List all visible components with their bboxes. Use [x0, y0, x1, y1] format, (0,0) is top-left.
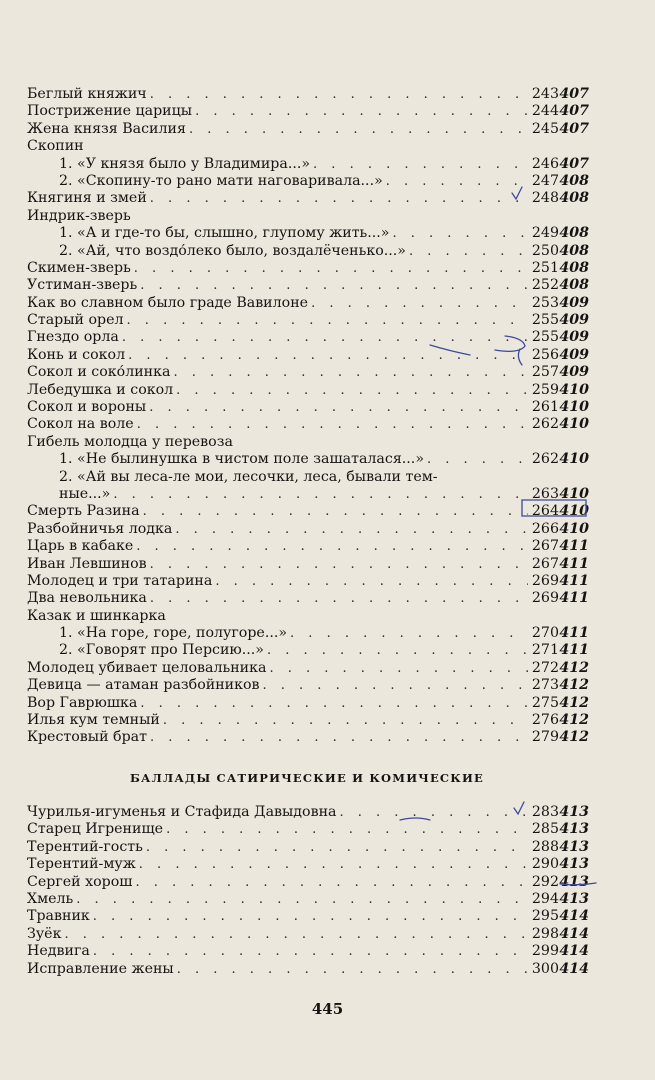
- toc-text-page: 272: [531, 659, 559, 676]
- dot-leader: [134, 260, 528, 277]
- toc-entry: [27, 243, 589, 260]
- toc-notes-page: 413: [559, 821, 589, 838]
- dot-leader: [427, 451, 528, 468]
- dot-leader: [150, 590, 528, 607]
- dot-leader: [122, 329, 528, 346]
- toc-notes-page: 410: [559, 416, 589, 433]
- toc-notes-page: 413: [559, 838, 589, 855]
- toc-notes-page: 414: [559, 908, 589, 925]
- toc-entry: [27, 643, 589, 660]
- toc-notes-page: 408: [559, 259, 589, 276]
- toc-notes-page: 409: [559, 364, 589, 381]
- section-title: БАЛЛАДЫ САТИРИЧЕСКИЕ И КОМИЧЕСКИЕ: [130, 771, 484, 785]
- toc-text-page: 264: [531, 503, 559, 520]
- toc-entry-title: Илья кум темный: [27, 712, 160, 729]
- toc-entry: [27, 573, 589, 590]
- toc-text-page: 263: [531, 485, 559, 502]
- toc-entry: [27, 908, 589, 925]
- toc-notes-page: 410: [559, 503, 589, 520]
- toc-text-page: 257: [531, 364, 559, 381]
- toc-text-page: 248: [531, 190, 559, 207]
- toc-entry-title: 2. «Ай, что воздо́леко было, воздалёченько...»: [59, 242, 406, 259]
- toc-entry: [27, 961, 589, 978]
- toc-text-page: 299: [531, 943, 559, 960]
- toc-entry-title: 2. «Скопину-то рано мати наговаривала...»: [59, 172, 383, 189]
- dot-leader: [139, 856, 528, 873]
- toc-entry: [27, 86, 589, 103]
- toc-notes-page: 410: [559, 451, 589, 468]
- dot-leader: [393, 225, 529, 242]
- toc-entry: [27, 382, 589, 399]
- toc-entry: [27, 312, 589, 329]
- toc-text-page: 269: [531, 572, 559, 589]
- toc-entry-title: Гибель молодца у перевоза: [27, 433, 233, 450]
- toc-entry-title: Сокол на воле: [27, 416, 134, 433]
- toc-notes-page: 413: [559, 856, 589, 873]
- toc-entry: [27, 503, 589, 520]
- toc-notes-page: 414: [559, 943, 589, 960]
- toc-entry-title: Вор Гаврюшка: [27, 694, 138, 711]
- dot-leader: [195, 103, 528, 120]
- dot-leader: [290, 625, 528, 642]
- toc-entry: [27, 695, 589, 712]
- toc-entry-title: Старый орел: [27, 312, 124, 329]
- toc-entry: [27, 729, 589, 746]
- toc-notes-page: 410: [559, 520, 589, 537]
- toc-entry: [27, 590, 589, 607]
- toc-entry-title: Смерть Разина: [27, 503, 140, 520]
- toc-heading: [27, 608, 589, 625]
- toc-entry-title: Жена князя Василия: [27, 120, 186, 137]
- toc-entry-title: Казак и шинкарка: [27, 607, 166, 624]
- toc-entry: [27, 660, 589, 677]
- toc-entry: [27, 821, 589, 838]
- dot-leader: [127, 312, 528, 329]
- toc-entry-title: Молодец и три татарина: [27, 572, 213, 589]
- toc-heading: [27, 434, 589, 451]
- toc-text-page: 252: [531, 277, 559, 294]
- toc-text-page: 285: [531, 821, 559, 838]
- dot-leader: [146, 839, 528, 856]
- toc-notes-page: 409: [559, 294, 589, 311]
- dot-leader: [64, 926, 528, 943]
- toc-notes-page: 411: [559, 642, 589, 659]
- toc-entry: [27, 804, 589, 821]
- toc-text-page: 253: [531, 294, 559, 311]
- dot-leader: [269, 660, 528, 677]
- toc-entry-title: Скимен-зверь: [27, 259, 131, 276]
- toc-notes-page: 410: [559, 381, 589, 398]
- toc-notes-page: 413: [559, 873, 589, 890]
- toc-entry: [27, 121, 589, 138]
- toc-entry-title: Девица — атаман разбойников: [27, 677, 260, 694]
- toc-notes-page: 411: [559, 555, 589, 572]
- toc-entry: [27, 260, 589, 277]
- toc-entry-title: Старец Игренище: [27, 821, 164, 838]
- toc-entry: [27, 347, 589, 364]
- toc-entry: [27, 556, 589, 573]
- toc-notes-page: 414: [559, 960, 589, 977]
- dot-leader: [386, 173, 528, 190]
- toc-entry: [27, 874, 589, 891]
- dot-leader: [215, 573, 528, 590]
- toc-text-page: 262: [531, 451, 559, 468]
- dot-leader: [137, 416, 528, 433]
- toc-text-page: 259: [531, 381, 559, 398]
- toc-entry-title: Иван Левшинов: [27, 555, 147, 572]
- toc-text-page: 294: [531, 890, 559, 907]
- toc-entry-title: Конь и сокол: [27, 346, 126, 363]
- toc-entry: [27, 173, 589, 190]
- toc-entry-title: 2. «Говорят про Персию...»: [59, 642, 264, 659]
- toc-entry: [27, 416, 589, 433]
- toc-notes-page: 409: [559, 346, 589, 363]
- toc-entry-title: Крестовый брат: [27, 729, 147, 746]
- toc-text-page: 288: [531, 838, 559, 855]
- toc-entry-title: Гнездо орла: [27, 329, 119, 346]
- dot-leader: [340, 804, 529, 821]
- toc-text-page: 249: [531, 225, 559, 242]
- toc-text-page: 255: [531, 329, 559, 346]
- toc-entry-title: Княгиня и змей: [27, 190, 147, 207]
- toc-entry-title: Молодец убивает целовальника: [27, 659, 267, 676]
- dot-leader: [143, 503, 528, 520]
- toc-notes-page: 408: [559, 172, 589, 189]
- toc-text-page: 267: [531, 555, 559, 572]
- toc-notes-page: 408: [559, 242, 589, 259]
- toc-entry-title: Беглый княжич: [27, 85, 147, 102]
- toc-entry-title: 1. «А и где-то бы, слышно, глупому жить...»: [59, 225, 390, 242]
- dot-leader: [313, 156, 528, 173]
- dot-leader: [189, 121, 528, 138]
- dot-leader: [93, 908, 528, 925]
- dot-leader: [311, 295, 528, 312]
- toc-notes-page: 408: [559, 277, 589, 294]
- toc-entry: [27, 295, 589, 312]
- toc-text-page: 244: [531, 103, 559, 120]
- toc-heading: [27, 138, 589, 155]
- toc-notes-page: 408: [559, 225, 589, 242]
- toc-entry: [27, 538, 589, 555]
- dot-leader: [136, 874, 529, 891]
- toc-text-page: 276: [531, 712, 559, 729]
- toc-entry: [27, 364, 589, 381]
- toc-notes-page: 411: [559, 538, 589, 555]
- toc-notes-page: 411: [559, 590, 589, 607]
- toc-notes-page: 410: [559, 485, 589, 502]
- dot-leader: [267, 642, 528, 659]
- toc-entry-title: Терентий-гость: [27, 838, 143, 855]
- toc-list-bottom: [27, 804, 589, 978]
- toc-entry: [27, 521, 589, 538]
- toc-text-page: 295: [531, 908, 559, 925]
- toc-notes-page: 407: [559, 85, 589, 102]
- toc-entry-title: Зуёк: [27, 925, 62, 942]
- toc-entry: [27, 943, 589, 960]
- toc-entry-title: Чурилья-игуменья и Стафида Давыдовна: [27, 803, 337, 820]
- toc-entry-title: Сергей хорош: [27, 873, 133, 890]
- toc-entry: [27, 277, 589, 294]
- dot-leader: [76, 891, 528, 908]
- toc-text-page: 273: [531, 677, 559, 694]
- toc-notes-page: 412: [559, 712, 589, 729]
- toc-entry: [27, 399, 589, 416]
- dot-leader: [176, 382, 528, 399]
- toc-entry: [27, 103, 589, 120]
- toc-notes-page: 412: [559, 694, 589, 711]
- toc-entry: [27, 891, 589, 908]
- toc-text-page: 292: [531, 873, 559, 890]
- toc-entry-title: Хмель: [27, 890, 74, 907]
- toc-entry: [27, 856, 589, 873]
- toc-entry-title: Пострижение царицы: [27, 103, 193, 120]
- toc-text-page: 266: [531, 520, 559, 537]
- dot-leader: [140, 277, 528, 294]
- dot-leader: [163, 712, 528, 729]
- toc-text-page: 269: [531, 590, 559, 607]
- toc-entry-title: Недвига: [27, 943, 90, 960]
- toc-entry-title: Царь в кабаке: [27, 538, 134, 555]
- toc-text-page: 279: [531, 729, 559, 746]
- toc-entry: [27, 451, 589, 468]
- toc-entry-title: Разбойничья лодка: [27, 520, 173, 537]
- toc-entry-title: Сокол и вороны: [27, 399, 147, 416]
- toc-entry: [27, 486, 589, 503]
- toc-notes-page: 410: [559, 399, 589, 416]
- dot-leader: [140, 695, 528, 712]
- toc-text-page: 256: [531, 346, 559, 363]
- toc-text-page: 270: [531, 625, 559, 642]
- toc-text-page: 251: [531, 259, 559, 276]
- toc-entry-title: Скопин: [27, 138, 84, 155]
- dot-leader: [409, 243, 528, 260]
- toc-text-page: 255: [531, 312, 559, 329]
- toc-entry-title: Устиман-зверь: [27, 277, 138, 294]
- toc-text-page: 267: [531, 538, 559, 555]
- dot-leader: [263, 677, 528, 694]
- toc-entry-title: Как во славном было граде Вавилоне: [27, 294, 309, 311]
- toc-entry: [27, 190, 589, 207]
- toc-text-page: 243: [531, 85, 559, 102]
- toc-text-page: 283: [531, 803, 559, 820]
- toc-text-page: 261: [531, 399, 559, 416]
- toc-text-page: 275: [531, 694, 559, 711]
- toc-text-page: 246: [531, 155, 559, 172]
- toc-notes-page: 408: [559, 190, 589, 207]
- toc-entry-title: Сокол и соко́линка: [27, 364, 171, 381]
- toc-entry-title: 2. «Ай вы леса-ле мои, лесочки, леса, бывали тем-: [59, 468, 438, 485]
- toc-text-page: 271: [531, 642, 559, 659]
- toc-notes-page: 412: [559, 729, 589, 746]
- toc-entry: [27, 677, 589, 694]
- dot-leader: [150, 556, 528, 573]
- toc-text-page: 245: [531, 120, 559, 137]
- dot-leader: [150, 190, 528, 207]
- toc-entry-title: Травник: [27, 908, 90, 925]
- toc-entry-title: Индрик-зверь: [27, 207, 131, 224]
- toc-entry: [27, 156, 589, 173]
- toc-text-page: 247: [531, 172, 559, 189]
- toc-text-page: 290: [531, 856, 559, 873]
- dot-leader: [93, 943, 528, 960]
- toc-text-page: 300: [531, 960, 559, 977]
- dot-leader: [177, 961, 528, 978]
- toc-entry: [27, 839, 589, 856]
- dot-leader: [175, 521, 528, 538]
- toc-heading: [27, 469, 589, 486]
- toc-notes-page: 407: [559, 103, 589, 120]
- dot-leader: [113, 486, 528, 503]
- toc-entry-title: 1. «На горе, горе, полугоре...»: [59, 625, 288, 642]
- toc-notes-page: 409: [559, 312, 589, 329]
- toc-notes-page: 409: [559, 329, 589, 346]
- toc-entry-title: Терентий-муж: [27, 856, 136, 873]
- toc-entry: [27, 225, 589, 242]
- toc-entry-title: ные...»: [59, 485, 111, 502]
- toc-notes-page: 412: [559, 659, 589, 676]
- toc-notes-page: 413: [559, 890, 589, 907]
- dot-leader: [150, 86, 528, 103]
- toc-entry: [27, 625, 589, 642]
- toc-notes-page: 414: [559, 925, 589, 942]
- toc-notes-page: 407: [559, 155, 589, 172]
- toc-notes-page: 412: [559, 677, 589, 694]
- toc-list-top: [27, 86, 589, 747]
- dot-leader: [149, 399, 528, 416]
- toc-entry-title: 1. «У князя было у Владимира...»: [59, 155, 311, 172]
- toc-notes-page: 407: [559, 120, 589, 137]
- toc-text-page: 250: [531, 242, 559, 259]
- toc-text-page: 298: [531, 925, 559, 942]
- dot-leader: [150, 729, 528, 746]
- toc-entry-title: Лебедушка и сокол: [27, 381, 174, 398]
- toc-entry-title: Два невольника: [27, 590, 147, 607]
- toc-notes-page: 413: [559, 803, 589, 820]
- toc-entry-title: Исправление жены: [27, 960, 174, 977]
- toc-entry: [27, 712, 589, 729]
- toc-notes-page: 411: [559, 625, 589, 642]
- dot-leader: [173, 364, 528, 381]
- page-number: 445: [311, 1000, 344, 1018]
- toc-heading: [27, 208, 589, 225]
- toc-entry: [27, 329, 589, 346]
- toc-entry-title: 1. «Не былинушка в чистом поле зашаталася...»: [59, 451, 424, 468]
- toc-entry: [27, 926, 589, 943]
- toc-notes-page: 411: [559, 572, 589, 589]
- dot-leader: [166, 821, 528, 838]
- dot-leader: [136, 538, 528, 555]
- dot-leader: [128, 347, 528, 364]
- toc-text-page: 262: [531, 416, 559, 433]
